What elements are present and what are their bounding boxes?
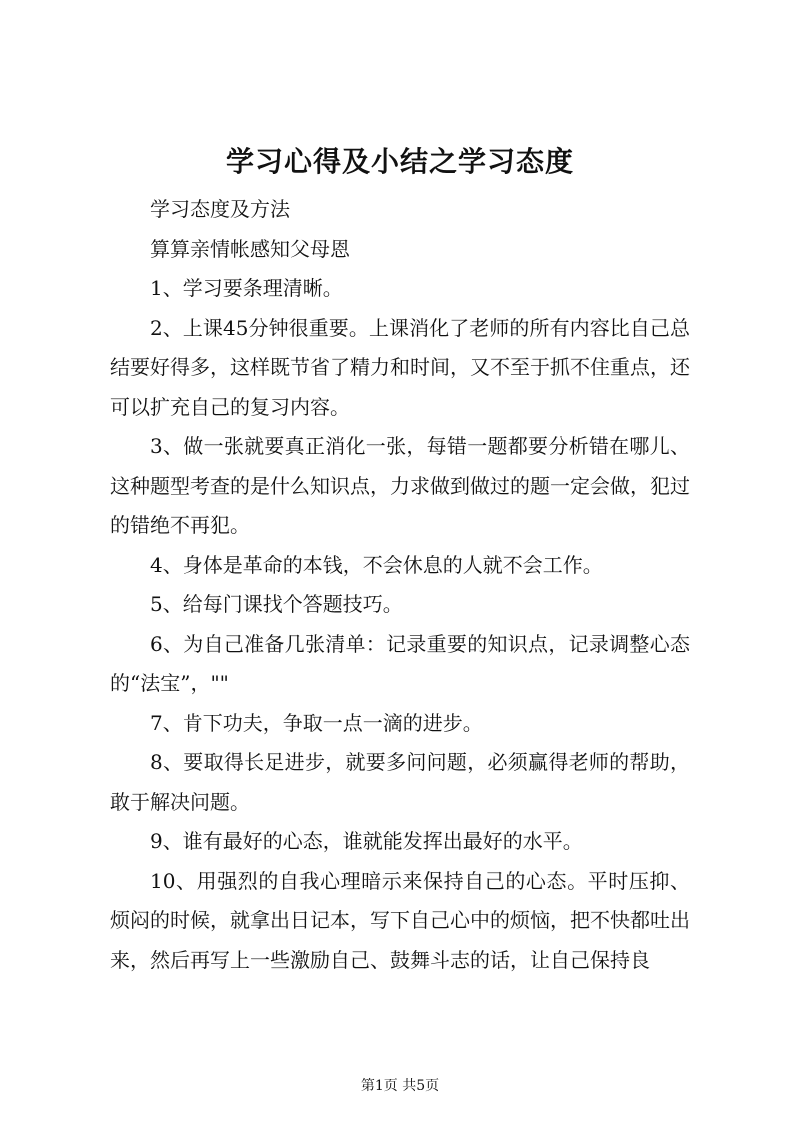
paragraph-subtitle: 学习态度及方法 <box>150 197 290 221</box>
document-body <box>110 190 690 980</box>
paragraph-item-4: 4、身体是革命的本钱，不会休息的人就不会工作。 <box>150 552 603 577</box>
paragraph-item-2: 2、上课45分钟很重要。上课消化了老师的所有内容比自己总结要好得多，这样既节省了精力和时间，又不至于抓不住重点，还可以扩充自己的复习内容。 <box>110 315 690 419</box>
paragraph-item-8: 8、要取得长足进步，就要多问问题，必须赢得老师的帮助，敢于解决问题。 <box>110 750 690 814</box>
paragraph-item-6: 6、为自己准备几张清单：记录重要的知识点，记录调整心态的“法宝”，"" <box>110 631 690 695</box>
paragraph-item-10: 10、用强烈的自我心理暗示来保持自己的心态。平时压抑、烦闷的时候，就拿出日记本，写下自己心中的烦恼，把不快都吐出来，然后再写上一些激励自己、鼓舞斗志的话，让自己保持良 <box>110 868 690 972</box>
paragraph-item-1: 1、学习要条理清晰。 <box>150 276 343 300</box>
paragraph-item-9: 9、谁有最好的心态，谁就能发挥出最好的水平。 <box>150 829 583 853</box>
paragraph-item-3: 3、做一张就要真正消化一张，每错一题都要分析错在哪儿、这种题型考查的是什么知识点，力求做到做过的题一定会做，犯过的错绝不再犯。 <box>110 434 690 537</box>
paragraph-item-7: 7、肯下功夫，争取一点一滴的进步。 <box>150 710 483 735</box>
page-indicator: 第1页 共5页 <box>360 1078 440 1094</box>
document-title: 学习心得及小结之学习态度 <box>225 145 574 178</box>
paragraph-item-5: 5、给每门课找个答题技巧。 <box>150 592 403 616</box>
paragraph-secondary-title: 算算亲情帐感知父母恩 <box>150 236 350 261</box>
